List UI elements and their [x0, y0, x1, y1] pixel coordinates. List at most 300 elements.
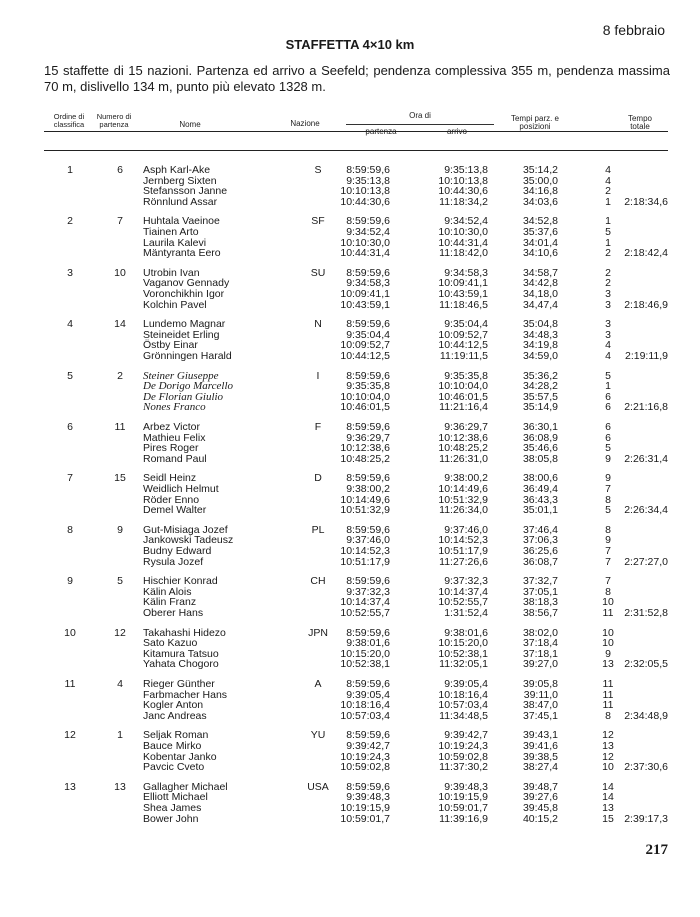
athlete-name: Yahata Chogoro	[143, 658, 219, 671]
team-nation: CH	[310, 575, 326, 588]
team-row	[0, 730, 700, 774]
athlete-name: Farbmacher Hans	[143, 688, 228, 701]
split-position: 1	[605, 195, 611, 208]
header-ordine: Ordine di classifica	[53, 112, 85, 129]
split-position: 14	[602, 791, 614, 804]
split-position: 13	[602, 658, 614, 671]
team-start-number: 9	[117, 523, 123, 536]
split-position: 11	[602, 606, 614, 619]
start-time: 9:39:42,7	[346, 739, 390, 752]
split-position: 6	[605, 421, 611, 433]
team-start-number: 15	[114, 472, 126, 485]
split-position: 1	[605, 236, 611, 249]
start-time: 8:59:59,6	[346, 780, 390, 793]
split-position: 6	[605, 401, 611, 414]
team-rank: 6	[67, 421, 73, 433]
split-time: 35:04,8	[522, 318, 558, 331]
start-time: 8:59:59,6	[346, 626, 390, 639]
split-time: 37:18,1	[522, 647, 558, 660]
split-time: 39:45,8	[522, 801, 558, 814]
split-time: 34:16,8	[522, 185, 558, 198]
arrival-time: 9:36:29,7	[444, 421, 488, 433]
arrival-time: 10:19:24,3	[438, 739, 488, 752]
team-nation: YU	[310, 729, 326, 742]
team-total-time: 2:26:34,4	[624, 504, 668, 517]
arrival-time: 10:10:04,0	[438, 380, 488, 393]
split-time: 38:05,8	[522, 452, 558, 465]
team-total-time: 2:21:16,8	[624, 401, 668, 414]
split-position: 5	[605, 442, 611, 455]
athlete-name: Romand Paul	[143, 452, 207, 465]
team-row	[0, 473, 700, 517]
start-time: 10:10:13,8	[340, 185, 390, 198]
arrival-time: 10:09:41,1	[438, 277, 488, 290]
split-time: 36:08,7	[522, 555, 558, 568]
arrival-time: 11:27:26,6	[439, 555, 488, 568]
team-row	[0, 679, 700, 723]
team-rank: 7	[67, 472, 73, 485]
start-time: 10:09:41,1	[340, 287, 390, 300]
arrival-time: 10:09:52,7	[438, 328, 488, 341]
arrival-time: 10:44:31,4	[438, 236, 488, 249]
arrival-time: 11:37:30,2	[439, 761, 488, 774]
start-time: 9:34:58,3	[346, 277, 390, 290]
team-nation: USA	[307, 780, 329, 793]
arrival-time: 9:39:42,7	[444, 729, 488, 742]
arrival-time: 10:44:12,5	[438, 339, 488, 352]
arrival-time: 10:15:20,0	[438, 637, 488, 650]
athlete-name: Budny Edward	[143, 544, 212, 557]
split-time: 39:43,1	[522, 729, 558, 742]
start-time: 10:19:24,3	[340, 750, 390, 763]
split-time: 36:08,9	[522, 431, 558, 444]
athlete-name: Stefansson Janne	[143, 185, 228, 198]
athlete-name: Kälin Franz	[143, 596, 197, 609]
athlete-name: Jankowski Tadeusz	[143, 534, 234, 547]
arrival-time: 10:52:38,1	[438, 647, 488, 660]
arrival-time: 11:18:34,2	[439, 195, 488, 208]
team-rank: 2	[67, 215, 73, 228]
team-rank: 11	[64, 678, 76, 690]
start-time: 8:59:59,6	[346, 472, 390, 485]
start-time: 10:46:01,5	[340, 401, 390, 414]
split-position: 7	[605, 544, 611, 557]
team-row	[0, 268, 700, 312]
split-position: 4	[605, 349, 611, 362]
split-time: 34:01,4	[522, 236, 558, 249]
start-time: 10:44:12,5	[340, 349, 390, 362]
team-start-number: 10	[114, 266, 126, 279]
split-time: 34:59,0	[522, 349, 558, 362]
team-rank: 1	[67, 164, 73, 176]
arrival-time: 10:48:25,2	[438, 442, 488, 455]
arrival-time: 9:34:58,3	[444, 266, 488, 279]
team-start-number: 7	[117, 215, 123, 228]
split-time: 35:57,5	[522, 390, 558, 403]
start-time: 10:48:25,2	[340, 452, 390, 465]
arrival-time: 10:52:55,7	[438, 596, 488, 609]
split-position: 5	[605, 504, 611, 517]
header-nazione: Nazione	[290, 119, 320, 128]
split-time: 36:49,4	[522, 482, 558, 495]
arrival-time: 11:21:16,4	[439, 401, 488, 414]
team-rank: 8	[67, 523, 73, 536]
team-total-time: 2:18:42,4	[624, 247, 668, 260]
split-position: 10	[602, 761, 614, 774]
split-position: 2	[605, 277, 611, 290]
split-time: 38:18,3	[522, 596, 558, 609]
athlete-name: Steiner Giuseppe	[143, 369, 219, 382]
start-time: 9:39:48,3	[346, 791, 390, 804]
athlete-name: Mäntyranta Eero	[143, 247, 221, 260]
split-time: 36:30,1	[522, 421, 558, 433]
arrival-time: 11:26:34,0	[439, 504, 488, 517]
start-time: 9:35:13,8	[346, 174, 390, 187]
arrival-time: 10:51:32,9	[438, 493, 488, 506]
start-time: 10:15:20,0	[340, 647, 390, 660]
athlete-name: Seljak Roman	[143, 729, 209, 742]
team-row	[0, 782, 700, 826]
team-nation: A	[314, 678, 322, 690]
split-position: 8	[605, 523, 611, 536]
split-position: 15	[602, 812, 614, 825]
split-time: 34:48,3	[522, 328, 558, 341]
start-time: 10:52:38,1	[340, 658, 390, 671]
split-position: 11	[602, 678, 614, 690]
split-time: 34:58,7	[522, 266, 558, 279]
split-time: 35:46,6	[522, 442, 558, 455]
arrival-time: 9:37:32,3	[444, 575, 488, 588]
split-position: 3	[605, 287, 611, 300]
split-position: 1	[605, 380, 611, 393]
athlete-name: Bauce Mirko	[143, 739, 202, 752]
arrival-time: 10:57:03,4	[438, 699, 488, 712]
split-time: 35:01,1	[522, 504, 558, 517]
arrival-time: 9:39:05,4	[444, 678, 488, 690]
arrival-time: 10:18:16,4	[438, 688, 488, 701]
start-time: 9:39:05,4	[346, 688, 390, 701]
team-nation: F	[314, 421, 322, 433]
athlete-name: Röder Enno	[143, 493, 200, 506]
athlete-name: Elliott Michael	[143, 791, 208, 804]
athlete-name: Takahashi Hidezo	[143, 626, 226, 639]
split-position: 12	[602, 750, 614, 763]
team-total-time: 2:26:31,4	[624, 452, 668, 465]
split-time: 34:28,2	[522, 380, 558, 393]
split-position: 7	[605, 482, 611, 495]
split-position: 8	[605, 709, 611, 722]
split-time: 39:05,8	[522, 678, 558, 690]
arrival-time: 10:51:17,9	[438, 544, 488, 557]
team-row	[0, 216, 700, 260]
team-start-number: 14	[114, 318, 126, 331]
start-time: 10:14:37,4	[340, 596, 390, 609]
start-time: 10:14:52,3	[340, 544, 390, 557]
split-time: 40:15,2	[522, 812, 558, 825]
start-time: 10:09:52,7	[340, 339, 390, 352]
team-total-time: 2:37:30,6	[624, 761, 668, 774]
start-time: 9:36:29,7	[346, 431, 390, 444]
athlete-name: Jernberg Sixten	[143, 174, 217, 187]
split-position: 10	[602, 596, 614, 609]
athlete-name: De Dorigo Marcello	[143, 380, 234, 393]
arrival-time: 9:35:13,8	[444, 164, 488, 176]
split-position: 12	[602, 729, 614, 742]
split-time: 37:18,4	[522, 637, 558, 650]
team-row	[0, 628, 700, 672]
split-position: 10	[602, 626, 614, 639]
athlete-name: Kogler Anton	[143, 699, 204, 712]
arrival-time: 10:10:13,8	[438, 174, 488, 187]
split-time: 34:03,6	[522, 195, 558, 208]
athlete-name: Utrobin Ivan	[143, 266, 200, 279]
team-nation: S	[314, 164, 322, 176]
athlete-name: Grönningen Harald	[143, 349, 232, 362]
athlete-name: Kälin Alois	[143, 585, 192, 598]
team-rank: 5	[67, 369, 73, 382]
page-date: 8 febbraio	[602, 22, 665, 38]
team-start-number: 1	[117, 729, 123, 742]
split-time: 38:47,0	[522, 699, 558, 712]
split-position: 3	[605, 318, 611, 331]
start-time: 10:59:01,7	[340, 812, 390, 825]
arrival-time: 9:39:48,3	[444, 780, 488, 793]
team-start-number: 12	[114, 626, 126, 639]
athlete-name: Rönnlund Assar	[143, 195, 218, 208]
arrival-time: 11:39:16,9	[439, 812, 488, 825]
split-time: 35:14,2	[522, 164, 558, 176]
team-rank: 13	[64, 780, 76, 793]
start-time: 10:44:30,6	[340, 195, 390, 208]
start-time: 10:51:32,9	[340, 504, 390, 517]
athlete-name: Lundemo Magnar	[143, 318, 226, 331]
split-time: 35:14,9	[522, 401, 558, 414]
split-time: 39:11,0	[523, 688, 558, 701]
header-ora-di: Ora di	[409, 111, 431, 120]
header-arrivo: arrivo	[446, 127, 467, 136]
athlete-name: Shea James	[143, 801, 202, 814]
team-total-time: 2:18:46,9	[624, 298, 668, 311]
split-time: 34,47,4	[522, 298, 558, 311]
header-numero: Numero di partenza	[96, 112, 132, 129]
arrival-time: 10:14:52,3	[438, 534, 488, 547]
team-start-number: 13	[114, 780, 126, 793]
start-time: 8:59:59,6	[346, 523, 390, 536]
team-nation: PL	[311, 523, 325, 536]
start-time: 8:59:59,6	[346, 421, 390, 433]
team-start-number: 6	[117, 164, 123, 176]
start-time: 8:59:59,6	[346, 678, 390, 690]
start-time: 8:59:59,6	[346, 318, 390, 331]
split-time: 36:25,6	[522, 544, 558, 557]
start-time: 10:59:02,8	[340, 761, 390, 774]
split-time: 34:42,8	[522, 277, 558, 290]
team-total-time: 2:34:48,9	[624, 709, 668, 722]
athlete-name: Gut-Misiaga Jozef	[143, 523, 228, 536]
team-total-time: 2:18:34,6	[624, 195, 668, 208]
team-nation: SU	[310, 266, 326, 279]
split-time: 39:27,6	[522, 791, 558, 804]
athlete-name: Pavcic Cveto	[143, 761, 205, 774]
start-time: 10:18:16,4	[340, 699, 390, 712]
athlete-name: Östby Einar	[143, 339, 198, 352]
team-start-number: 2	[117, 369, 123, 382]
arrival-time: 9:38:00,2	[444, 472, 488, 485]
start-time: 10:12:38,6	[340, 442, 390, 455]
arrival-time: 10:43:59,1	[438, 287, 488, 300]
athlete-name: Mathieu Felix	[143, 431, 206, 444]
arrival-time: 10:59:02,8	[438, 750, 488, 763]
athlete-name: Weidlich Helmut	[143, 482, 219, 495]
split-time: 38:56,7	[522, 606, 558, 619]
split-time: 37:06,3	[522, 534, 558, 547]
start-time: 8:59:59,6	[346, 164, 390, 176]
athlete-name: Kolchin Pavel	[143, 298, 207, 311]
split-time: 39:27,0	[522, 658, 558, 671]
arrival-time: 11:34:48,5	[439, 709, 488, 722]
arrival-time: 11:26:31,0	[439, 452, 488, 465]
page-number: 217	[645, 842, 668, 858]
athlete-name: Pires Roger	[143, 442, 199, 455]
start-time: 9:37:32,3	[346, 585, 390, 598]
arrival-time: 11:18:46,5	[439, 298, 488, 311]
athlete-name: Kobentar Janko	[143, 750, 217, 763]
split-position: 9	[605, 647, 611, 660]
split-position: 7	[605, 555, 611, 568]
team-row	[0, 371, 700, 415]
team-rank: 4	[67, 318, 73, 331]
split-position: 13	[602, 739, 614, 752]
split-time: 38:02,0	[522, 626, 558, 639]
split-time: 37:32,7	[522, 575, 558, 588]
athlete-name: Seidl Heinz	[143, 472, 197, 485]
split-time: 34:19,8	[522, 339, 558, 352]
start-time: 8:59:59,6	[346, 369, 390, 382]
arrival-time: 11:32:05,1	[439, 658, 488, 671]
split-time: 37:05,1	[522, 585, 558, 598]
athlete-name: Sato Kazuo	[143, 637, 198, 650]
athlete-name: Asph Karl-Ake	[143, 164, 211, 176]
split-position: 2	[605, 247, 611, 260]
team-total-time: 2:27:27,0	[624, 555, 668, 568]
start-time: 9:34:52,4	[346, 225, 390, 238]
team-start-number: 5	[117, 575, 123, 588]
start-time: 10:51:17,9	[340, 555, 390, 568]
team-row	[0, 319, 700, 363]
start-time: 9:35:35,8	[346, 380, 390, 393]
arrival-time: 10:14:49,6	[438, 482, 488, 495]
team-nation: SF	[311, 215, 325, 228]
arrival-time: 10:59:01,7	[438, 801, 488, 814]
start-time: 10:57:03,4	[340, 709, 390, 722]
athlete-name: Arbez Victor	[143, 421, 200, 433]
split-position: 4	[605, 164, 611, 176]
arrival-time: 9:37:46,0	[444, 523, 488, 536]
arrival-time: 10:10:30,0	[438, 225, 488, 238]
team-row	[0, 422, 700, 466]
team-rank: 12	[64, 729, 76, 742]
arrival-time: 10:19:15,9	[438, 791, 488, 804]
arrival-time: 10:46:01,5	[438, 390, 488, 403]
athlete-name: Oberer Hans	[143, 606, 204, 619]
arrival-time: 9:35:35,8	[444, 369, 488, 382]
split-time: 39:48,7	[522, 780, 558, 793]
athlete-name: Vaganov Gennady	[143, 277, 230, 290]
split-position: 8	[605, 493, 611, 506]
start-time: 10:10:30,0	[340, 236, 390, 249]
team-total-time: 2:31:52,8	[624, 606, 668, 619]
split-position: 9	[605, 452, 611, 465]
split-time: 34,18,0	[522, 287, 558, 300]
split-position: 6	[605, 431, 611, 444]
arrival-time: 9:34:52,4	[444, 215, 488, 228]
split-position: 9	[605, 534, 611, 547]
split-time: 35:00,0	[522, 174, 558, 187]
arrival-time: 11:18:42,0	[439, 247, 488, 260]
start-time: 10:43:59,1	[340, 298, 390, 311]
athlete-name: Rysula Jozef	[143, 555, 204, 568]
athlete-name: Janc Andreas	[143, 709, 207, 722]
team-rank: 9	[67, 575, 73, 588]
start-time: 8:59:59,6	[346, 575, 390, 588]
split-position: 9	[605, 472, 611, 485]
split-position: 13	[602, 801, 614, 814]
team-rank: 10	[64, 626, 76, 639]
athlete-name: Kitamura Tatsuo	[143, 647, 219, 660]
split-position: 3	[605, 298, 611, 311]
split-time: 35:36,2	[522, 369, 558, 382]
split-position: 5	[605, 369, 611, 382]
team-start-number: 11	[114, 421, 126, 433]
header-tempi-parziali: Tempi parz. e posizioni	[510, 114, 560, 131]
team-nation: D	[314, 472, 322, 485]
start-time: 9:37:46,0	[346, 534, 390, 547]
athlete-name: Rieger Günther	[143, 678, 215, 690]
split-time: 38:00,6	[522, 472, 558, 485]
arrival-time: 9:35:04,4	[444, 318, 488, 331]
split-position: 4	[605, 174, 611, 187]
start-time: 10:44:31,4	[340, 247, 390, 260]
arrival-time: 10:12:38,6	[438, 431, 488, 444]
arrival-time: 10:14:37,4	[438, 585, 488, 598]
athlete-name: Nones Franco	[143, 401, 206, 414]
split-time: 37:46,4	[522, 523, 558, 536]
header-partenza: partenza	[365, 127, 397, 136]
split-time: 39:41,6	[522, 739, 558, 752]
start-time: 8:59:59,6	[346, 266, 390, 279]
team-row	[0, 525, 700, 569]
split-position: 14	[602, 780, 614, 793]
start-time: 8:59:59,6	[346, 215, 390, 228]
split-position: 6	[605, 390, 611, 403]
athlete-name: Voronchikhin Igor	[143, 287, 225, 300]
split-position: 11	[602, 688, 614, 701]
split-position: 5	[605, 225, 611, 238]
athlete-name: Hischier Konrad	[143, 575, 218, 588]
athlete-name: Steineidet Erling	[143, 328, 220, 341]
split-time: 38:27,4	[522, 761, 558, 774]
split-position: 3	[605, 328, 611, 341]
header-tempo-totale: Tempo totale	[627, 114, 652, 131]
athlete-name: Gallagher Michael	[143, 780, 228, 793]
intro-paragraph: 15 staffette di 15 nazioni. Partenza ed arrivo a Seefeld; pendenza complessiva 355 m, pendenza massima 70 m, dislivello 134 m, punto più elevato 1328 m.	[44, 63, 670, 94]
header-nome: Nome	[179, 120, 201, 129]
start-time: 10:10:04,0	[340, 390, 390, 403]
athlete-name: Bower John	[143, 812, 199, 825]
header-bottom-rule	[44, 150, 668, 151]
team-total-time: 2:39:17,3	[624, 812, 668, 825]
split-position: 1	[605, 215, 611, 228]
